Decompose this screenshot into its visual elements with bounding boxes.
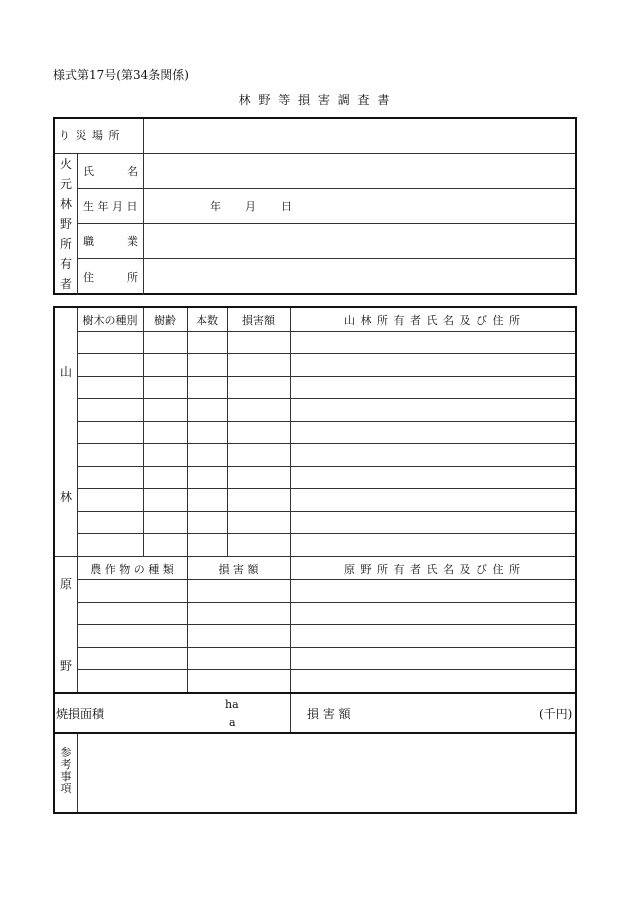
fire-place-field[interactable] xyxy=(144,119,575,153)
owner-char: 野 xyxy=(59,217,72,231)
owner-char: 者 xyxy=(59,277,72,291)
owner-char: 有 xyxy=(59,257,72,271)
notes-label xyxy=(55,747,77,795)
notes-char: 参 xyxy=(60,746,72,759)
name-label: 氏 名 xyxy=(83,165,138,178)
field-side-bottom: 野 xyxy=(60,659,73,673)
owner-char: 火 xyxy=(59,157,72,171)
owner-section xyxy=(53,117,577,295)
field-header-damage: 損 害 額 xyxy=(218,563,259,576)
name-field[interactable] xyxy=(144,154,575,188)
address-label: 住 所 xyxy=(83,271,138,284)
job-field[interactable] xyxy=(144,224,575,258)
form-number: 様式第17号(第34条関係) xyxy=(53,68,189,82)
field-header-owner: 原 野 所 有 者 氏 名 及 び 住 所 xyxy=(344,563,521,576)
forest-header-count: 本数 xyxy=(196,314,218,327)
forest-header-damage: 損害額 xyxy=(242,314,275,327)
birth-year: 年 xyxy=(210,200,221,213)
forest-header-tree-type: 樹木の種別 xyxy=(82,314,138,327)
owner-char: 林 xyxy=(59,197,72,211)
forest-side-bottom: 林 xyxy=(60,490,73,504)
burn-area-row xyxy=(53,692,577,734)
notes-char: 項 xyxy=(60,782,72,795)
field-side-top: 原 xyxy=(60,577,73,591)
birth-day: 日 xyxy=(281,200,292,213)
unit-thousand-yen: (千円) xyxy=(539,707,573,721)
damage-section xyxy=(53,306,577,694)
fire-place-label: り 災 場 所 xyxy=(59,129,121,142)
damage-amount-label: 損 害 額 xyxy=(307,707,351,721)
birth-label: 生 年 月 日 xyxy=(83,200,138,213)
unit-ha: ha xyxy=(225,698,239,711)
job-label: 職 業 xyxy=(83,235,138,248)
owner-group-label xyxy=(55,154,77,294)
forest-header-owner: 山 林 所 有 者 氏 名 及 び 住 所 xyxy=(344,314,521,327)
address-field[interactable] xyxy=(144,259,575,295)
notes-char: 事 xyxy=(60,770,72,783)
damage-amount-field[interactable] xyxy=(375,694,535,732)
notes-field[interactable] xyxy=(78,734,575,812)
forest-side-top: 山 xyxy=(60,365,73,379)
burn-area-label: 焼損面積 xyxy=(56,707,105,721)
page-title: 林 野 等 損 害 調 査 書 xyxy=(238,93,392,107)
unit-a: a xyxy=(229,716,236,729)
notes-section xyxy=(53,732,577,814)
notes-char: 考 xyxy=(60,758,72,771)
birth-month: 月 xyxy=(245,200,256,213)
burn-area-field[interactable] xyxy=(115,694,215,732)
owner-char: 元 xyxy=(59,177,72,191)
field-header-crop: 農 作 物 の 種 類 xyxy=(90,563,174,576)
forest-header-age: 樹齢 xyxy=(154,314,176,327)
owner-char: 所 xyxy=(59,237,72,251)
